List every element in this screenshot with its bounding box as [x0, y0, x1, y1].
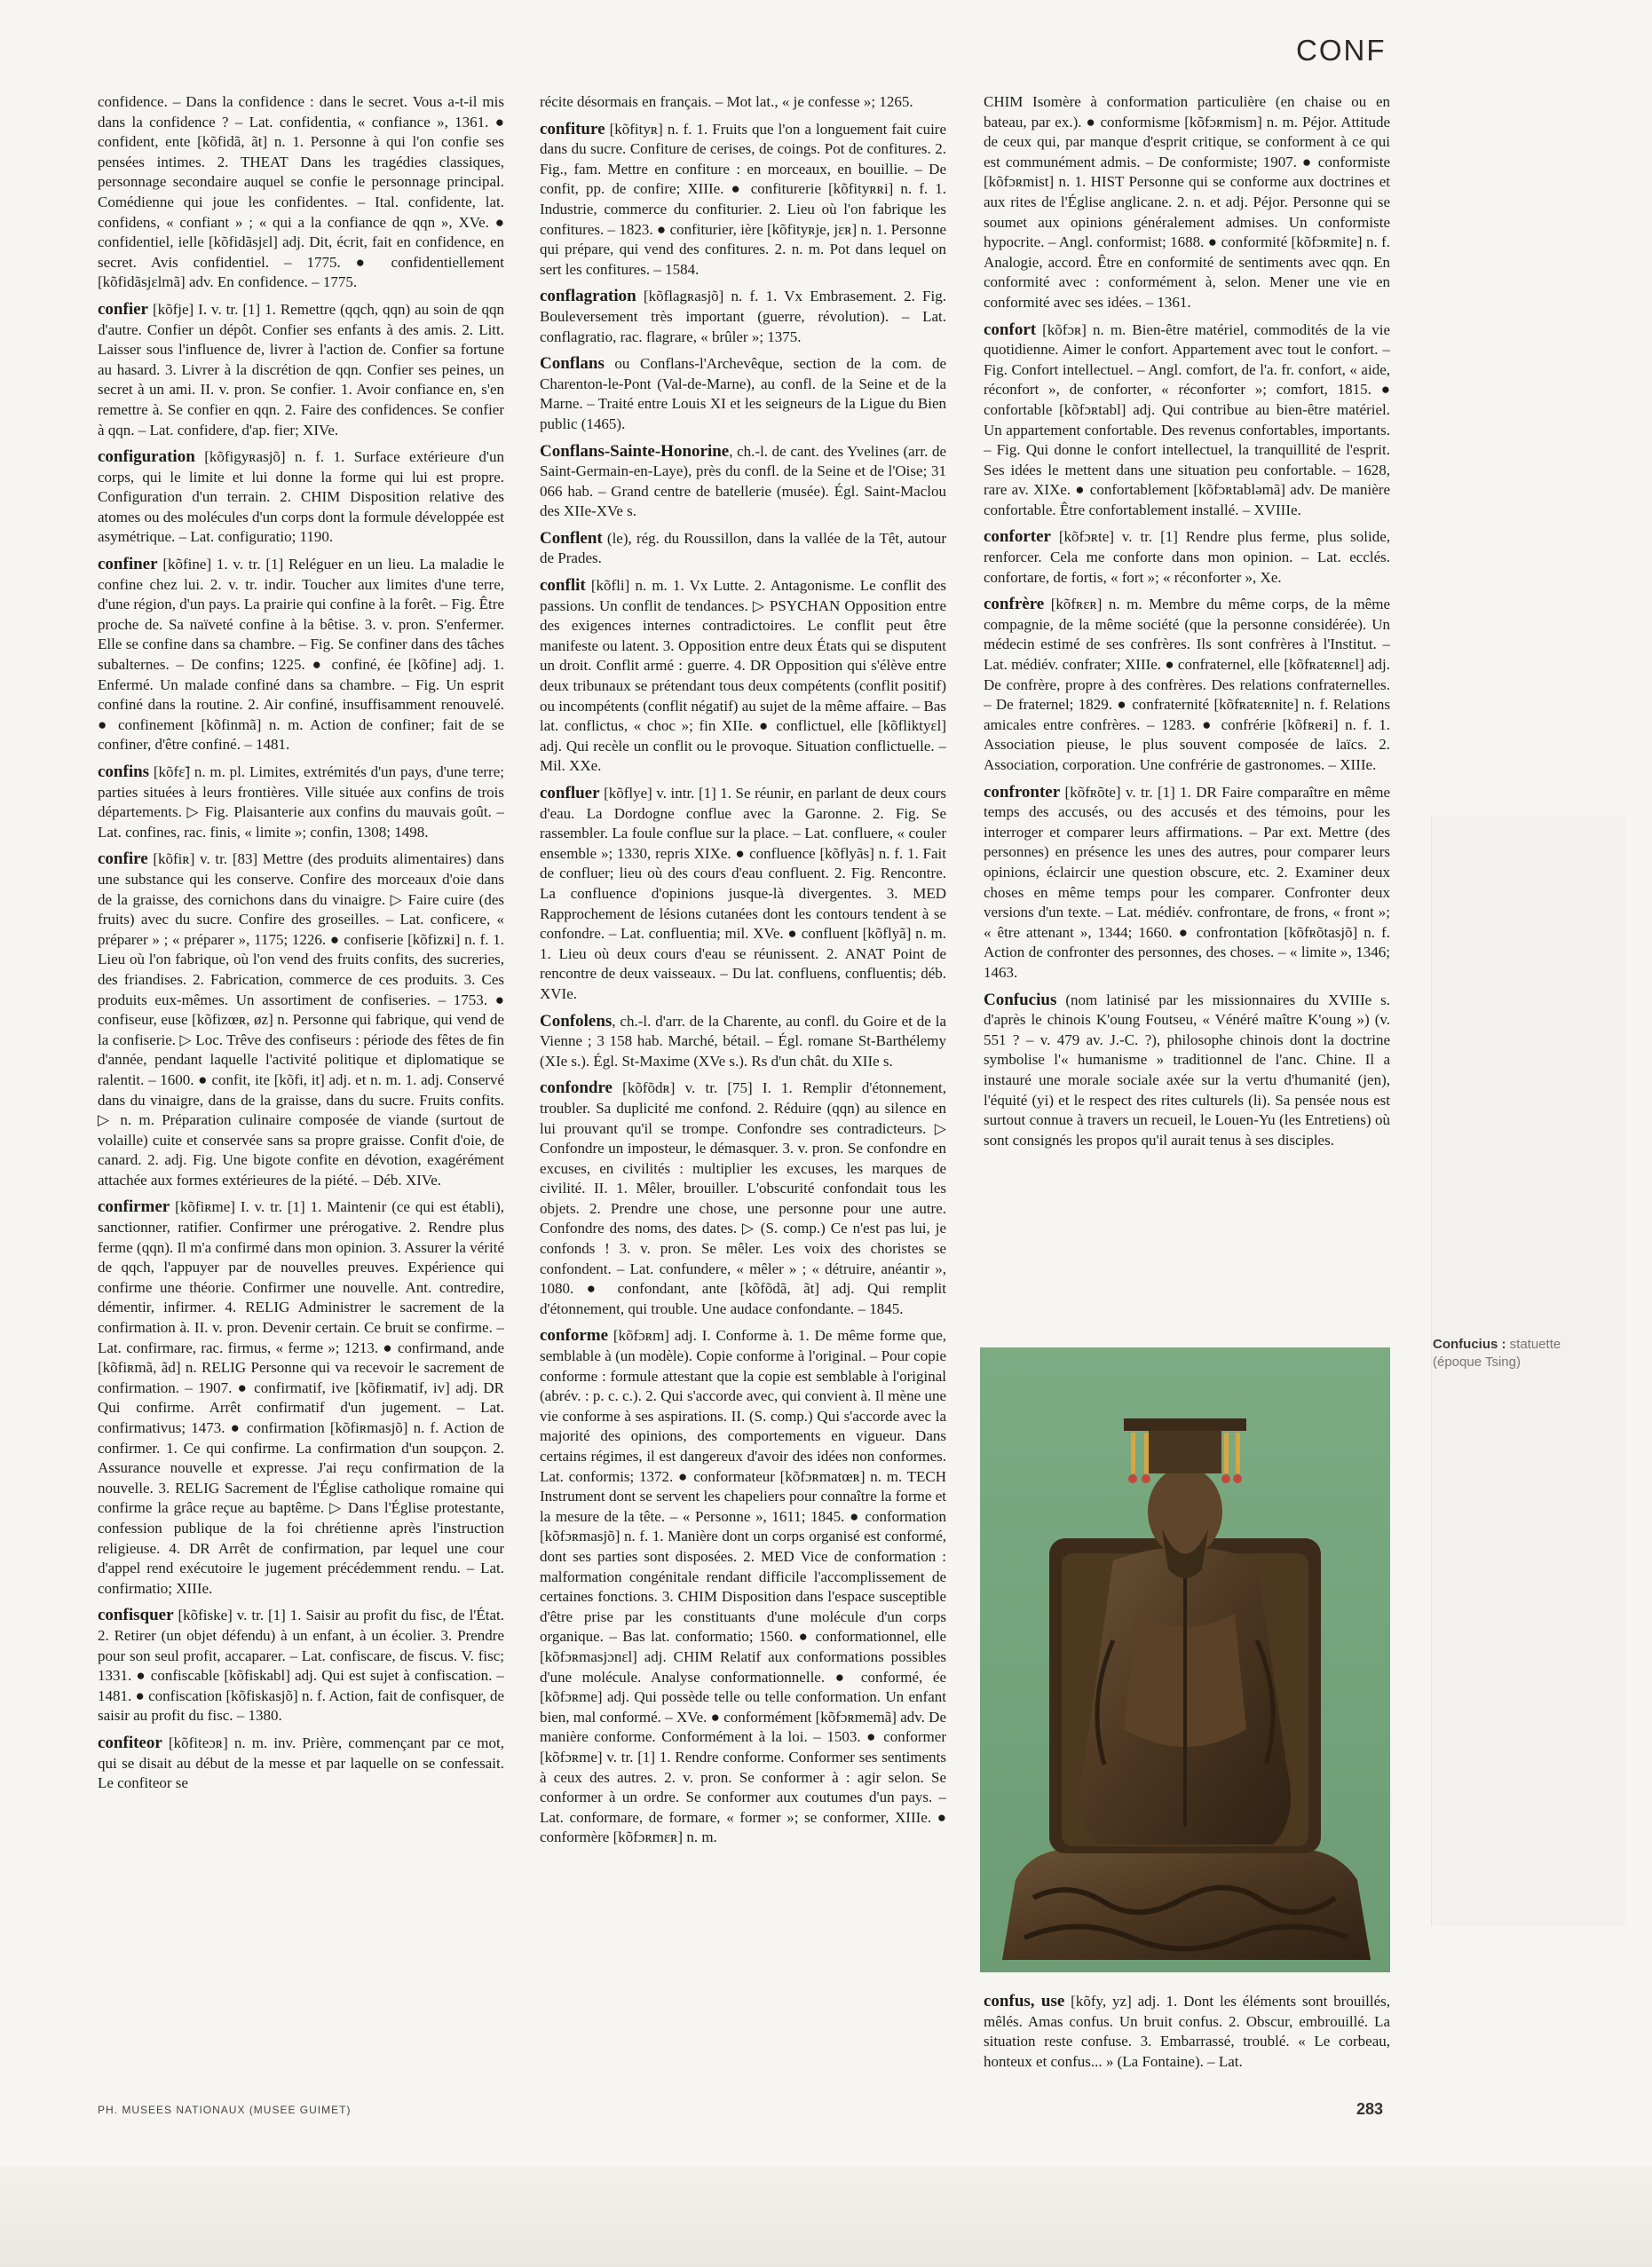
figure-caption — [1433, 1336, 1610, 1371]
dictionary-entry — [984, 320, 1390, 521]
dictionary-entry — [984, 991, 1390, 1151]
dictionary-entry — [540, 576, 946, 777]
dictionary-entry — [98, 92, 504, 293]
headword: Conflans — [540, 354, 605, 374]
entry-text: [kõfy, yz] adj. 1. Dont les éléments sont brouillés, mêlés. Amas confus. Un bruit confus. 2. Obscur, embrouillé. La situation reste confuse. 3. Embarrassé, troublé. « Le corbeau, honteux et confus... » (La Fontaine). – Lat. — [984, 1993, 1390, 2070]
dictionary-entry — [540, 1078, 946, 1319]
headword: confondre — [540, 1078, 613, 1098]
entry-text: [kõfɔʀm] adj. I. Conforme à. 1. De même forme que, semblable à (un modèle). Copie conforme à l'original. – Pour copie conforme : formule attestant que la copie est semblable à l'original (abrév. : p. c. c.). 2. Qui s'accorde avec, qui convient à. Il mène une vie conforme à ses aspirations. II. (S. comp.) Qui s'accorde avec la majorité des opinions, des comportements en vigueur. Dans certains régimes, il est dangereux d'avoir des idées non conformes. Lat. conformis; 1372. ● conformateur [kõfɔʀmatœʀ] n. m. TECH Instrument dont se servent les chapeliers pour connaître la forme et la mesure de la tête. – « Personne », 1611; 1845. ● conformation [kõfɔʀmasjõ] n. f. 1. Manière dont un corps organisé est conformé, dont ses parties sont disposées. 2. MED Vice de conformation : malformation congénitale rendant difficile l'accomplissement de certaines fonctions. 3. CHIM Disposition dans l'espace susceptible d'être prise par les constituants d'une molécule d'un corps organique. – Bas lat. conformatio; 1560. ● conformationnel, elle [kõfɔʀmasjɔnɛl] adj. CHIM Relatif aux conformations possibles d'une molécule. Analyse conformationnelle. ● conformé, ée [kõfɔʀme] adj. Qui possède telle ou telle conformation. Un enfant bien, mal conformé. – XVe. ● conformément [kõfɔʀmemã] adv. De manière conforme. Conformément à la loi. – 1503. ● conformer [kõfɔʀme] v. tr. [1] 1. Rendre conforme. Conformer ses sentiments à ceux des autres. 2. v. pron. Se conformer à : agir selon. Se conformer à un ordre. Se conformer aux coutumes d'un pays. – Lat. conformare, de formare, « former »; se conformer, XIIIe. ● conformère [kõfɔʀmɛʀ] n. m. — [540, 1327, 946, 1846]
statuette-icon — [980, 1347, 1390, 1972]
entry-text: [kõfiʀ] v. tr. [83] Mettre (des produits alimentaires) dans une substance qui les conserve. Confire des morceaux d'oie dans de la graisse, des cornichons dans du vinaigre. ▷ Faire cuire (des fruits) avec du sucre. Confire des groseilles. – Lat. conficere, « préparer » ; « préparer », 1175; 1226. ● confiserie [kõfizʀi] n. f. 1. Lieu où l'on fabrique, où l'on vend des fruits confits, des sucreries, des friandises. 2. Fabrication, commerce de ces produits. 3. Ces produits eux-mêmes. Un assortiment de confiseries. – 1753. ● confiseur, euse [kõfizœʀ, øz] n. Personne qui fabrique, qui vend de la confiserie. ▷ Loc. Trêve des confiseurs : période des fêtes de fin d'année, pendant laquelle l'activité politique et diplomatique se ralentit. – 1600. ● confit, ite [kõfi, it] adj. et n. m. 1. adj. Conservé dans du vinaigre, dans de la graisse, dans du sucre. Fruits confits. ▷ n. m. Préparation culinaire composée de viande (surtout de volaille) cuite et conservée sans sa propre graisse. Confit d'oie, de canard. 2. adj. Fig. Une bigote confite en dévotion, exagérément attachée aux formes extérieures de la piété. – Déb. XIVe. — [98, 850, 504, 1189]
dictionary-entry — [98, 1606, 504, 1726]
page-bottom-margin — [0, 2166, 1652, 2267]
entry-text: récite désormais en français. – Mot lat., « je confesse »; 1265. — [540, 93, 913, 110]
entry-text: [kõfityʀ] n. f. 1. Fruits que l'on a longuement fait cuire dans du sucre. Confiture de cerises, de coings. Pot de confitures. 2. Fig., fam. Mettre en confiture : en morceaux, en bouillie. – De confit, pp. de confire; XIIIe. ● confiturerie [kõfityʀʀi] n. f. 1. Industrie, commerce du confiturier. 2. Lieu où l'on fabrique les confitures. – 1823. ● confiturier, ière [kõfityʀje, jɛʀ] n. 1. Personne qui prépare, qui vend des confitures. 2. n. m. Pot dans lequel on sert les confitures. – 1584. — [540, 120, 946, 278]
dictionary-entry — [98, 447, 504, 548]
dictionary-entry — [984, 92, 1390, 313]
headword: confiner — [98, 555, 158, 574]
entry-text: [kõfje] I. v. tr. [1] 1. Remettre (qqch, qqn) au soin de qqn d'autre. Confier un dépôt. Confier ses enfants à des amis. 2. Litt. Laisser sous l'influence de, livrer à l'action de. Confier sa fortune au hasard. 3. Livrer à la discrétion de qqn. Confier ses peines, un secret à un ami. II. v. pron. Se confier. 1. Avoir confiance en, s'en remettre à. Se confier en qqn. 2. Faire des confidences. Se confier à qqn. – Lat. confidere, d'ap. fier; XIVe. — [98, 300, 504, 438]
dictionary-entry — [540, 784, 946, 1005]
entry-text: [kõflagʀasjõ] n. f. 1. Vx Embrasement. 2. Fig. Bouleversement très important (guerre, révolution). – Lat. conflagratio, rac. flagrare, « brûler »; 1375. — [540, 288, 946, 345]
column-1 — [98, 92, 504, 2072]
headword: confiture — [540, 119, 605, 138]
headword: confus, use — [984, 1992, 1065, 2010]
entry-text: , ch.-l. de cant. des Yvelines (arr. de Saint-Germain-en-Laye), près du confl. de la Seine et de l'Oise; 31 066 hab. – Grand centre de batellerie (musée). Égl. Saint-Maclou des XIIe-XVe s. — [540, 442, 946, 520]
headword: configuration — [98, 447, 195, 467]
headword: confisquer — [98, 1606, 174, 1625]
dictionary-entry — [540, 529, 946, 569]
entry-text: [kõfɛ̃] n. m. pl. Limites, extrémités d'un pays, d'une terre; parties situées à leurs frontières. Ville située aux confins de trois départements. ▷ Fig. Plaisanterie aux confins du mauvais goût. – Lat. confines, rac. finis, « limite »; confin, 1308; 1498. — [98, 763, 504, 841]
dictionary-entry — [98, 1197, 504, 1599]
dictionary-entry — [984, 527, 1390, 588]
photo-credit: PH. MUSEES NATIONAUX (MUSEE GUIMET) — [98, 2104, 352, 2116]
headword: confiteor — [98, 1733, 162, 1752]
entry-text: [kõfɔʀte] v. tr. [1] Rendre plus ferme, plus solide, renforcer. Cela me conforte dans mon opinion. – Lat. ecclés. confortare, de fortis, « fort »; « réconforter », Xe. — [984, 528, 1390, 586]
column-3 — [984, 92, 1390, 1326]
headword: confirmer — [98, 1197, 170, 1217]
dictionary-entry — [984, 783, 1390, 983]
dictionary-entry — [540, 1012, 946, 1072]
headword: confort — [984, 320, 1037, 339]
dictionary-entry — [98, 300, 504, 440]
margin-strip — [1431, 817, 1625, 1926]
headword: Confucius — [984, 990, 1057, 1009]
confucius-statuette-image — [980, 1347, 1390, 1972]
entry-text: [kõfli] n. m. 1. Vx Lutte. 2. Antagonisme. Le conflit des passions. Un conflit de tendances. ▷ PSYCHAN Opposition entre des exigences internes contradictoires. Le conflit peut être manifeste ou latent. 3. Opposition entre deux États qui se disputent un droit. Conflit armé : guerre. 4. DR Opposition qui s'élève entre deux tribunaux se prétendant tous deux compétents (conflit positif) ou incompétents (conflit négatif) au sujet de la même affaire. – Bas lat. conflictus, « choc »; fin XIIe. ● conflictuel, elle [kõfliktyɛl] adj. Qui recèle un conflit ou le provoque. Situation conflictuelle. – Mil. XXe. — [540, 577, 946, 775]
dictionary-entry — [98, 555, 504, 755]
entry-text: (le), rég. du Roussillon, dans la vallée de la Têt, autour de Prades. — [540, 529, 946, 567]
dictionary-entry — [540, 442, 946, 522]
entry-text: confidence. – Dans la confidence : dans le secret. Vous a-t-il mis dans la confidence ? – Lat. confidentia, « confiance », 1361. ● confident, ente [kõfidã, ãt] n. 1. Personne à qui l'on confie ses pensées intimes. 2. THEAT Dans les tragédies classiques, personnage secondaire auquel se confie le personnage principal. Comédienne qui joue les confidentes. – Ital. confidente, lat. confidens, « confiant » ; « qui a la confiance de qqn », XVe. ● confidentiel, ielle [kõfidãsjɛl] adj. Dit, écrit, fait en confidence, en secret. Avis confidentiel. – 1775. ● confidentiellement [kõfidãsjɛlmã] adv. En confidence. – 1775. — [98, 93, 504, 291]
dictionary-entry — [540, 354, 946, 434]
entry-text: (nom latinisé par les missionnaires du XVIIIe s. d'après le chinois K'oung Foutseu, « Vénéré maître K'oung ») (v. 551 ? – v. 479 av. J.-C. ?), philosophe chinois dont la doctrine symbolise l'« humanisme » traditionnel de l'anc. Chine. Il a instauré une morale sociale axée sur la vertu d'humanité (jen), l'équité (yi) et le respect des rites culturels (li). Sa pensée nous est surtout connue à travers un recueil, le Louen-Yu (les Entretiens) où sont consignés les propos qu'il aurait tenus à ses disciples. — [984, 991, 1390, 1149]
entry-text: , ch.-l. d'arr. de la Charente, au confl. du Goire et de la Vienne ; 3 158 hab. Marché, bétail. – Égl. romane St-Barthélemy (XIe s.). Égl. St-Maxime (XVe s.). Rs d'un chât. du XIIe s. — [540, 1012, 946, 1070]
running-head: CONF — [1296, 34, 1387, 67]
entry-text: [kõfiteɔʀ] n. m. inv. Prière, commençant par ce mot, qui se disait au début de la messe et par laquelle on se confessait. Le confiteor se — [98, 1734, 504, 1792]
entry-confus — [984, 1992, 1390, 2081]
headword: conforter — [984, 527, 1051, 547]
page-number: 283 — [1356, 2100, 1384, 2118]
dictionary-entry — [540, 287, 946, 347]
dictionary-entry — [98, 762, 504, 842]
caption-text: statuette (époque Tsing) — [1433, 1337, 1561, 1370]
dictionary-entry — [98, 1734, 504, 1794]
entry-text: ou Conflans-l'Archevêque, section de la com. de Charenton-le-Pont (Val-de-Marne), au confl. de la Seine et de la Marne. – Traité entre Louis XI et les seigneurs de la Ligue du Bien public (1465). — [540, 355, 946, 432]
entry-text: CHIM Isomère à conformation particulière (en chaise ou en bateau, par ex.). ● conformisme [kõfɔʀmism] n. m. Péjor. Attitude de ceux qui, par manque d'esprit critique, se conforment à ce qui est communément admis. – De conformiste; 1907. ● conformiste [kõfɔʀmist] n. 1. HIST Personne qui se conforme aux doctrines et aux rites de l'Église anglicane. 2. n. et adj. Péjor. Personne qui se soumet aux opinions généralement admises. Un conformiste hypocrite. – Angl. conformist; 1688. ● conformité [kõfɔʀmite] n. f. Analogie, accord. Être en conformité de sentiments avec qqn. En conformité avec : conformément à, selon. Mener une vie en conformité avec ses idées. – 1361. — [984, 93, 1390, 311]
headword: confrère — [984, 595, 1045, 614]
dictionary-entry — [540, 1326, 946, 1847]
entry-text: [kõfiʀme] I. v. tr. [1] 1. Maintenir (ce qui est établi), sanctionner, ratifier. Confirmer une prérogative. 2. Rendre plus ferme (qqn). Il m'a confirmé dans mon opinion. 3. Assurer la vérité de qqch, l'appuyer par de nouvelles preuves. Expérience qui confirme une théorie. Confirmer une nouvelle. Ant. contredire, démentir, infirmer. 4. RELIG Administrer le sacrement de la confirmation à. II. v. pron. Devenir certain. Ce bruit se confirme. – Lat. confirmare, rac. firmus, « ferme »; 1213. ● confirmand, ande [kõfiʀmã, ãd] n. RELIG Personne qui va recevoir le sacrement de confirmation. – 1907. ● confirmatif, ive [kõfiʀmatif, iv] adj. DR Qui confirme. Arrêt confirmatif d'un jugement. – Lat. confirmativus; 1473. ● confirmation [kõfiʀmasjõ] n. f. Action de confirmer. 1. Ce qui confirme. La confirmation d'un soupçon. 2. Assurance nouvelle et expresse. J'ai reçu confirmation de la nouvelle. 3. RELIG Sacrement de l'Église catholique romaine qui confirme la grâce reçue au baptême. ▷ Dans l'Église protestante, confession publique de la foi chrétienne après l'instruction religieuse. 4. DR Arrêt de confirmation, par lequel une cour d'appel rend exécutoire le jugement précédemment rendu. – Lat. confirmatio; XIIIe. — [98, 1198, 504, 1597]
entry-text: [kõfine] 1. v. tr. [1] Reléguer en un lieu. La maladie le confine chez lui. 2. v. tr. indir. Toucher aux limites d'une terre, d'une région, d'un pays. La prairie qui confine à la forêt. – Fig. Être proche de. Sa naïveté confine à la bêtise. 3. v. pron. S'enfermer. Elle se confine dans sa chambre. – Fig. Se confiner dans des tâches subalternes. – De confins; 1225. ● confiné, ée [kõfine] adj. 1. Enfermé. Un malade confiné dans sa chambre. – Fig. Un esprit confiné dans la routine. 2. Air confiné, insuffisamment renouvelé. ● confinement [kõfinmã] n. m. Action de confiner; fait de se confiner, d'être confiné. – 1481. — [98, 556, 504, 754]
entry-text: [kõfõdʀ] v. tr. [75] I. 1. Remplir d'étonnement, troubler. Sa duplicité me confond. 2. Réduire (qqn) au silence en lui prouvant qu'il se trompe. Confondre ses contradicteurs. ▷ Confondre un imposteur, le démasquer. 3. v. pron. Se confondre en excuses, en civilités : multiplier les excuses, les marques de civilité. II. 1. Mêler, brouiller. L'obscurité confondait tous les objets. 2. Prendre une chose, une personne pour une autre. Confondre des noms, des dates. ▷ (S. comp.) Ce n'est pas lui, je confonds ! 3. v. pron. Se mêler. Les voix des choristes se confondent. – Lat. confundere, « mêler » ; « détruire, anéantir », 1080. ● confondant, ante [kõfõdã, ãt] adj. Qui remplit d'étonnement, qui trouble. Une audace confondante. – 1845. — [540, 1079, 946, 1317]
headword: confire — [98, 849, 148, 869]
entry-text: [kõflye] v. intr. [1] 1. Se réunir, en parlant de deux cours d'eau. La Dordogne conflue avec la Garonne. 2. Fig. Se rassembler. La foule conflue sur la place. – Lat. confluere, « couler ensemble »; 1330, repris XIXe. ● confluence [kõflyãs] n. f. 1. Fait de confluer; lieu où des cours d'eau confluent. 2. Fig. Rencontre. La confluence d'opinions jusque-là divergentes. 3. MED Rapprochement de lésions cutanées dont les contours tendent à se confondre. – Lat. confluentia; mil. XVe. ● confluent [kõflyã] n. m. 1. Lieu où deux cours d'eau se réunissent. 2. ANAT Point de rencontre de deux vaisseaux. – Du lat. confluens, confluentis; déb. XVIe. — [540, 785, 946, 1002]
caption-title: Confucius : — [1433, 1337, 1506, 1352]
headword: confins — [98, 762, 150, 781]
column-2 — [540, 92, 946, 2072]
entry-text: [kõfʀɛʀ] n. m. Membre du même corps, de la même compagnie, de la même société (que la personne considérée). Un médecin estimé de ses confrères. Ils sont confrères à l'Institut. – Lat. médiév. confrater; XIIIe. ● confraternel, elle [kõfʀatɛʀnɛl] adj. De confrère, propre à des confrères. Des relations confraternelles. – De fraternel; 1829. ● confraternité [kõfʀatɛʀnite] n. f. Relations amicales entre confrères. – 1283. ● confrérie [kõfʀeʀi] n. f. 1. Association pieuse, le plus souvent composée de laïcs. 2. Association, corporation. Une confrérie de gastronomes. – XIIIe. — [984, 596, 1390, 773]
headword: Conflent — [540, 528, 603, 548]
dictionary-entry — [540, 92, 946, 113]
dictionary-entry — [98, 849, 504, 1190]
headword: confluer — [540, 784, 600, 802]
headword: Confolens — [540, 1011, 613, 1031]
headword: conforme — [540, 1326, 609, 1346]
entry-text: [kõfʀõte] v. tr. [1] 1. DR Faire comparaître en même temps des accusés, ou des accusés et des témoins, pour les interroger et comparer leurs affirmations. – Par ext. Mettre (des personnes) en présence les unes des autres, pour comparer leurs opinions, éclaircir une question obscure, etc. 2. Examiner deux choses en même temps pour les comparer. Confronter deux versions d'un texte. – Lat. médiév. confrontare, de frons, « front »; « être attenant », 1344; 1660. ● confrontation [kõfʀõtasjõ] n. f. Action de confronter des personnes, des choses. – « limite », 1346; 1463. — [984, 783, 1390, 981]
entry-text: [kõfigyʀasjõ] n. f. 1. Surface extérieure d'un corps, qui le limite et lui donne la forme qui lui est propre. Configuration d'un terrain. 2. CHIM Disposition relative des atomes ou des molécules d'un corps dont la formule développée est asymétrique. – Lat. configuratio; 1190. — [98, 448, 504, 546]
dictionary-entry — [540, 120, 946, 280]
entry-text: [kõfiske] v. tr. [1] 1. Saisir au profit du fisc, de l'État. 2. Retirer (un objet défendu) à un enfant, à un écolier. 3. Prendre pour son seul profit, accaparer. – Lat. confiscare, de fiscus. V. fisc; 1331. ● confiscable [kõfiskabl] adj. Qui est sujet à confiscation. – 1481. ● confiscation [kõfiskasjõ] n. f. Action, fait de confisquer, de saisir au profit du fisc. – 1380. — [98, 1607, 504, 1725]
headword: Conflans-Sainte-Honorine — [540, 441, 730, 461]
entry-text: [kõfɔʀ] n. m. Bien-être matériel, commodités de la vie quotidienne. Aimer le confort. Appartement avec tout le confort. – Fig. Confort intellectuel. – Angl. comfort, de l'a. fr. confort, « aide, réconfort », de conforter, « réconforter »; comfort, 1815. ● confortable [kõfɔʀtabl] adj. Qui contribue au bien-être matériel. Un appartement confortable. Des revenus confortables, importants. – Fig. Qui donne le confort intellectuel, la tranquillité de l'esprit. Ses idées le mettent dans une situation peu confortable. – 1628, rare av. XIXe. ● confortablement [kõfɔʀtabləmã] adv. De manière confortable. Être confortablement installé. – XVIIIe. — [984, 320, 1390, 518]
headword: conflit — [540, 576, 586, 596]
dictionary-entry — [984, 595, 1390, 775]
headword: confronter — [984, 782, 1061, 802]
headword: confier — [98, 299, 148, 319]
headword: conflagration — [540, 287, 636, 306]
